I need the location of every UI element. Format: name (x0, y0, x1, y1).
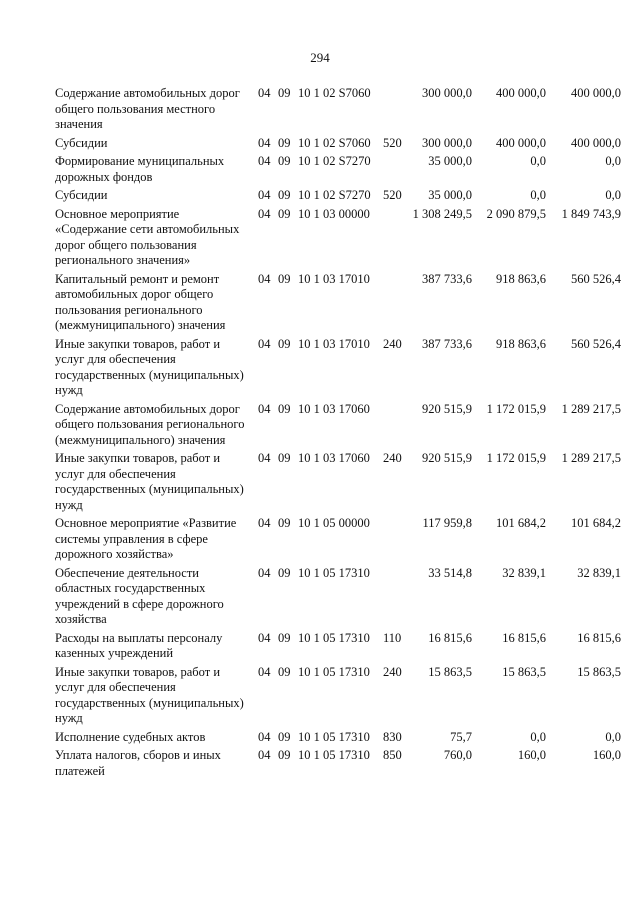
section-code: 04 (258, 86, 271, 100)
amount-year-3: 32 839,1 (577, 565, 621, 580)
expense-type-code: 830 (383, 729, 402, 744)
amount-year-2: 2 090 879,5 (486, 206, 546, 221)
expense-type-code: 240 (383, 336, 402, 351)
amount-year-3: 560 526,4 (571, 271, 621, 286)
target-article-code: 10 1 02 S7060 (298, 86, 371, 100)
target-article-code: 10 1 03 17060 (298, 401, 370, 416)
amount-year-3: 0,0 (605, 154, 621, 168)
expense-type-code: 520 (383, 135, 402, 150)
amount-year-2: 1 172 015,9 (486, 401, 546, 416)
amount-year-1: 75,7 (450, 729, 472, 744)
target-article-code: 10 1 05 17310 (298, 729, 370, 744)
table-row (55, 748, 635, 779)
amount-year-1: 920 515,9 (422, 401, 472, 416)
subsection-code: 09 (278, 451, 291, 465)
section-code: 04 (258, 188, 271, 202)
amount-year-2: 15 863,5 (502, 664, 546, 679)
section-code: 04 (258, 748, 271, 762)
target-article-code: 10 1 05 17310 (298, 748, 370, 762)
page-number: 294 (310, 50, 330, 65)
subsection-code: 09 (278, 86, 291, 100)
row-name: Формирование муниципальных дорожных фондов (55, 154, 225, 184)
amount-year-3: 0,0 (605, 188, 621, 202)
table-row (55, 730, 635, 746)
subsection-code: 09 (278, 401, 291, 416)
table-row (55, 402, 635, 449)
target-article-code: 10 1 05 17310 (298, 664, 370, 679)
amount-year-2: 400 000,0 (496, 86, 546, 100)
table-row (55, 566, 635, 628)
amount-year-2: 918 863,6 (496, 336, 546, 351)
amount-year-2: 16 815,6 (502, 630, 546, 645)
amount-year-1: 387 733,6 (422, 271, 472, 286)
section-code: 04 (258, 664, 271, 679)
subsection-code: 09 (278, 516, 291, 530)
table-row (55, 665, 635, 727)
subsection-code: 09 (278, 271, 291, 286)
table-row (55, 136, 635, 152)
row-name: Иные закупки товаров, работ и услуг для обеспечения государственных (муниципальных) нужд (55, 451, 244, 512)
amount-year-3: 1 289 217,5 (561, 401, 621, 416)
amount-year-3: 16 815,6 (577, 630, 621, 645)
row-name: Уплата налогов, сборов и иных платежей (55, 748, 221, 778)
amount-year-3: 160,0 (592, 748, 621, 762)
amount-year-1: 920 515,9 (422, 451, 472, 465)
section-code: 04 (258, 206, 271, 221)
expense-type-code: 520 (383, 188, 402, 202)
section-code: 04 (258, 271, 271, 286)
target-article-code: 10 1 02 S7060 (298, 135, 371, 150)
section-code: 04 (258, 154, 271, 168)
amount-year-2: 0,0 (530, 188, 546, 202)
target-article-code: 10 1 05 17310 (298, 565, 370, 580)
amount-year-1: 1 308 249,5 (412, 206, 472, 221)
expense-type-code: 240 (383, 664, 402, 679)
row-name: Расходы на выплаты персоналу казенных учреждений (55, 630, 223, 660)
amount-year-3: 1 289 217,5 (561, 451, 621, 465)
amount-year-2: 0,0 (530, 729, 546, 744)
subsection-code: 09 (278, 188, 291, 202)
target-article-code: 10 1 05 17310 (298, 630, 370, 645)
amount-year-3: 400 000,0 (571, 86, 621, 100)
amount-year-2: 160,0 (517, 748, 546, 762)
row-name: Содержание автомобильных дорог общего пользования регионального (межмуниципального) значения (55, 401, 245, 447)
amount-year-1: 387 733,6 (422, 336, 472, 351)
subsection-code: 09 (278, 748, 291, 762)
row-name: Иные закупки товаров, работ и услуг для обеспечения государственных (муниципальных) нужд (55, 336, 244, 397)
expense-type-code: 240 (383, 451, 402, 465)
row-name: Основное мероприятие «Содержание сети автомобильных дорог общего пользования регионального значения» (55, 206, 240, 267)
amount-year-3: 560 526,4 (571, 336, 621, 351)
expense-type-code: 850 (383, 748, 402, 762)
section-code: 04 (258, 336, 271, 351)
amount-year-1: 760,0 (443, 748, 472, 762)
amount-year-3: 15 863,5 (577, 664, 621, 679)
subsection-code: 09 (278, 135, 291, 150)
target-article-code: 10 1 05 00000 (298, 516, 370, 530)
table-row (55, 451, 635, 513)
table-row (55, 154, 635, 185)
amount-year-1: 35 000,0 (428, 154, 472, 168)
row-name: Субсидии (55, 135, 108, 150)
table-row (55, 188, 635, 204)
subsection-code: 09 (278, 729, 291, 744)
subsection-code: 09 (278, 154, 291, 168)
amount-year-3: 1 849 743,9 (561, 206, 621, 221)
amount-year-1: 300 000,0 (422, 135, 472, 150)
amount-year-2: 918 863,6 (496, 271, 546, 286)
table-row (55, 337, 635, 399)
amount-year-3: 0,0 (605, 729, 621, 744)
row-name: Исполнение судебных актов (55, 729, 206, 744)
target-article-code: 10 1 02 S7270 (298, 188, 371, 202)
row-name: Капитальный ремонт и ремонт автомобильных дорог общего пользования регионального (межмуниципального) значения (55, 271, 226, 332)
section-code: 04 (258, 729, 271, 744)
amount-year-1: 117 959,8 (422, 516, 472, 530)
table-row (55, 631, 635, 662)
amount-year-1: 15 863,5 (428, 664, 472, 679)
table-row (55, 272, 635, 334)
amount-year-1: 33 514,8 (428, 565, 472, 580)
target-article-code: 10 1 03 17060 (298, 451, 370, 465)
row-name: Обеспечение деятельности областных государственных учреждений в сфере дорожного хозяйства (55, 565, 224, 626)
subsection-code: 09 (278, 206, 291, 221)
section-code: 04 (258, 565, 271, 580)
amount-year-1: 300 000,0 (422, 86, 472, 100)
subsection-code: 09 (278, 664, 291, 679)
amount-year-2: 0,0 (530, 154, 546, 168)
table-row (55, 516, 635, 563)
row-name: Содержание автомобильных дорог общего пользования местного значения (55, 86, 240, 131)
subsection-code: 09 (278, 565, 291, 580)
table-row (55, 207, 635, 269)
section-code: 04 (258, 451, 271, 465)
amount-year-2: 32 839,1 (502, 565, 546, 580)
amount-year-3: 400 000,0 (571, 135, 621, 150)
section-code: 04 (258, 135, 271, 150)
subsection-code: 09 (278, 630, 291, 645)
subsection-code: 09 (278, 336, 291, 351)
target-article-code: 10 1 03 00000 (298, 206, 370, 221)
row-name: Субсидии (55, 188, 108, 202)
target-article-code: 10 1 03 17010 (298, 336, 370, 351)
table-row (55, 86, 635, 133)
amount-year-2: 1 172 015,9 (486, 451, 546, 465)
row-name: Основное мероприятие «Развитие системы управления в сфере дорожного хозяйства» (55, 516, 237, 561)
target-article-code: 10 1 03 17010 (298, 271, 370, 286)
amount-year-1: 16 815,6 (428, 630, 472, 645)
target-article-code: 10 1 02 S7270 (298, 154, 371, 168)
section-code: 04 (258, 516, 271, 530)
budget-table (55, 86, 635, 779)
row-name: Иные закупки товаров, работ и услуг для обеспечения государственных (муниципальных) нужд (55, 664, 244, 725)
expense-type-code: 110 (383, 630, 402, 645)
amount-year-2: 400 000,0 (496, 135, 546, 150)
section-code: 04 (258, 401, 271, 416)
amount-year-3: 101 684,2 (571, 516, 621, 530)
section-code: 04 (258, 630, 271, 645)
amount-year-1: 35 000,0 (428, 188, 472, 202)
amount-year-2: 101 684,2 (496, 516, 546, 530)
